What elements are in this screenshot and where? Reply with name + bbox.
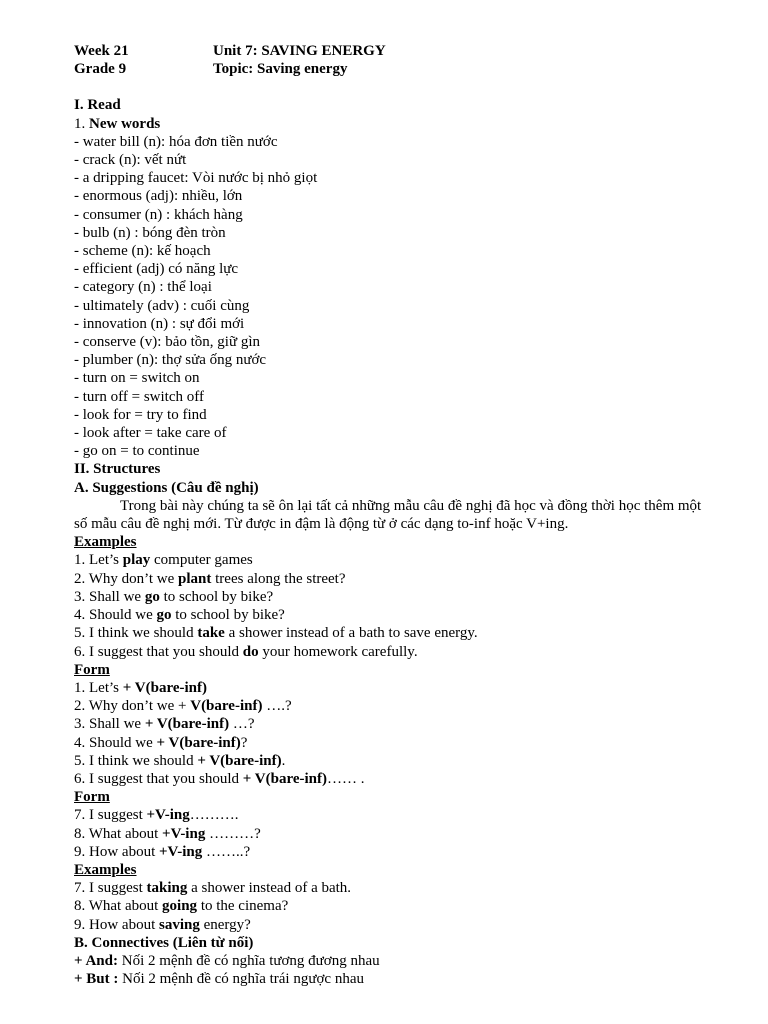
read-heading: I. Read (74, 97, 121, 114)
form-item: 3. Shall we + V(bare-inf) …? (74, 716, 255, 733)
vocab-item: - go on = to continue (74, 443, 200, 460)
vocab-item: - look after = take care of (74, 425, 227, 442)
form-item: 1. Let’s + V(bare-inf) (74, 679, 207, 696)
example-item: 9. How about saving energy? (74, 916, 251, 933)
connectives-heading: B. Connectives (Liên từ nối) (74, 934, 254, 951)
example-item: 6. I suggest that you should do your homework carefully. (74, 643, 418, 660)
form-item: 9. How about +V-ing ……..? (74, 843, 251, 860)
vocab-item: - turn off = switch off (74, 388, 204, 405)
vocab-item: - efficient (adj) có năng lực (74, 261, 239, 278)
form-item: 7. I suggest +V-ing………. (74, 807, 239, 824)
vocab-item: - ultimately (adv) : cuối cùng (74, 297, 250, 314)
vocabulary-list (74, 133, 714, 461)
suggestions-heading: A. Suggestions (Câu đề nghị) (74, 479, 259, 496)
form-list-1 (74, 679, 714, 788)
examples-list-2 (74, 879, 714, 934)
intro-paragraph: Trong bài này chúng ta sẽ ôn lại tất cả những mẫu câu đề nghị đã học và đồng thời học thêm một số mẫu câu đề nghị mới. Từ được in đậm là động từ ở các dạng to-inf hoặc V+ing. (74, 497, 702, 533)
vocab-item: - a dripping faucet: Vòi nước bị nhỏ giọt (74, 170, 318, 187)
vocab-item: - conserve (v): bảo tồn, giữ gìn (74, 334, 260, 351)
week-label: Week 21 (74, 43, 129, 59)
form-heading-1: Form (74, 661, 110, 678)
example-item: 4. Should we go to school by bike? (74, 607, 285, 624)
example-item: 7. I suggest taking a shower instead of a bath. (74, 880, 352, 897)
vocab-item: - water bill (n): hóa đơn tiền nước (74, 133, 278, 150)
grade-label: Grade 9 (74, 61, 127, 78)
vocab-item: - look for = try to find (74, 406, 207, 423)
form-list-2 (74, 806, 714, 861)
new-words-heading: 1. New words (74, 115, 161, 132)
vocab-item: - innovation (n) : sự đổi mới (74, 315, 245, 332)
examples-list-1 (74, 551, 714, 660)
vocab-item: - crack (n): vết nứt (74, 152, 187, 169)
connective-item: + But : Nối 2 mệnh đề có nghĩa trái ngược nhau (74, 971, 364, 988)
structures-heading: II. Structures (74, 461, 161, 478)
connective-item: + And: Nối 2 mệnh đề có nghĩa tương đương nhau (74, 952, 380, 969)
form-item: 2. Why don’t we + V(bare-inf) ….? (74, 698, 292, 715)
example-item: 1. Let’s play computer games (74, 552, 253, 569)
connectives-list (74, 952, 714, 988)
form-item: 6. I suggest that you should + V(bare-inf)…… . (74, 770, 365, 787)
vocab-item: - scheme (n): kế hoạch (74, 243, 211, 260)
vocab-item: - bulb (n) : bóng đèn tròn (74, 224, 226, 241)
unit-title: Unit 7: SAVING ENERGY (213, 43, 386, 59)
vocab-item: - enormous (adj): nhiều, lớn (74, 188, 243, 205)
vocab-item: - consumer (n) : khách hàng (74, 206, 243, 223)
example-item: 2. Why don’t we plant trees along the street? (74, 570, 346, 587)
example-item: 8. What about going to the cinema? (74, 898, 289, 915)
topic-title: Topic: Saving energy (213, 61, 348, 78)
form-item: 8. What about +V-ing ………? (74, 825, 261, 842)
form-item: 4. Should we + V(bare-inf)? (74, 734, 248, 751)
header-row-1 (74, 42, 714, 60)
examples-heading-2: Examples (74, 861, 137, 878)
vocab-item: - turn on = switch on (74, 370, 200, 387)
form-item: 5. I think we should + V(bare-inf). (74, 752, 286, 769)
vocab-item: - plumber (n): thợ sửa ống nước (74, 352, 267, 369)
vocab-item: - category (n) : thể loại (74, 279, 212, 296)
examples-heading-1: Examples (74, 534, 137, 551)
form-heading-2: Form (74, 789, 110, 806)
example-item: 3. Shall we go to school by bike? (74, 588, 274, 605)
header-row-2 (74, 60, 714, 78)
example-item: 5. I think we should take a shower instead of a bath to save energy. (74, 625, 478, 642)
